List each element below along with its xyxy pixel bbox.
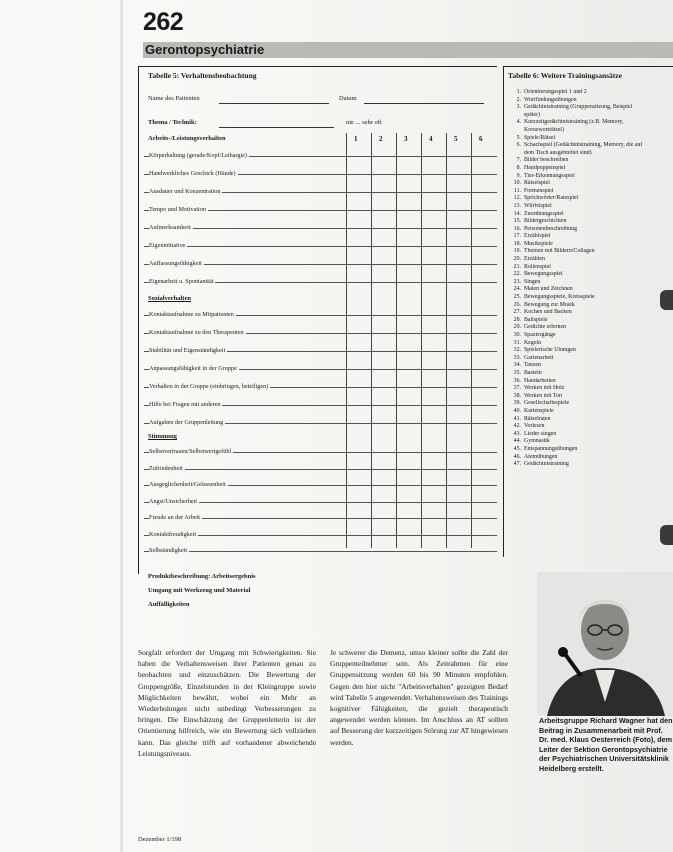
- portrait-photo: [537, 572, 673, 716]
- row-label: Eigeninitiative: [149, 242, 186, 249]
- item-number: 26.: [513, 301, 521, 308]
- rating-row: [144, 223, 497, 235]
- item-text: Erzählen: [524, 256, 545, 263]
- item-number: 28.: [513, 316, 521, 323]
- item-text: später): [524, 111, 541, 118]
- table6-title: Tabelle 6: Weitere Trainingsansätze: [508, 71, 622, 80]
- rating-row: [144, 530, 497, 542]
- rating-row: [144, 480, 497, 492]
- training-item: [508, 241, 673, 249]
- training-item: [508, 317, 673, 325]
- item-number: 30.: [513, 332, 521, 338]
- edge-tab: [660, 290, 673, 310]
- row-label: Kontaktfreudigkeit: [149, 530, 197, 538]
- training-item: [508, 378, 673, 386]
- training-item: [508, 400, 673, 408]
- training-item: [508, 362, 673, 370]
- item-number: 6.: [516, 142, 521, 149]
- notes-label: Auffälligkeiten: [148, 601, 190, 608]
- training-item: [508, 438, 673, 446]
- item-text: Würfelspiel: [524, 202, 552, 209]
- item-text: Singen: [524, 278, 541, 285]
- row-label: Körperhaltung (gerade/Kopf/Lethargie): [149, 152, 247, 159]
- item-text: Orientierungsspiel 1 und 2: [524, 89, 587, 95]
- rating-row: [144, 151, 497, 163]
- training-item: [508, 461, 673, 469]
- item-text: Tier-Erkennungsspiel: [524, 172, 575, 179]
- item-text: Kochen und Backen: [524, 309, 572, 316]
- row-label: Anpassungsfähigkeit in der Gruppe: [149, 365, 237, 372]
- row-label: Freude an der Arbeit: [149, 514, 201, 521]
- name-line: [219, 103, 329, 104]
- row-label: Aufmerksamkeit: [149, 224, 191, 231]
- item-number: 38.: [513, 392, 521, 399]
- item-number: 4.: [516, 119, 521, 126]
- item-text: Rätselspiel: [524, 180, 550, 187]
- item-number: 11.: [513, 187, 521, 194]
- training-item: [508, 286, 673, 294]
- item-text: Spaziergänge: [524, 332, 556, 338]
- item-number: 18.: [513, 240, 521, 247]
- item-text: Zuordnungsspiel: [524, 210, 564, 217]
- row-line: [144, 469, 497, 470]
- training-item: [508, 218, 673, 226]
- item-number: 25.: [513, 294, 521, 301]
- item-number: 14.: [513, 210, 521, 217]
- work-header: Arbeits-/Leistungsverhalten: [148, 135, 226, 142]
- training-item: [508, 408, 673, 416]
- item-number: 3.: [516, 104, 521, 111]
- item-text: Personenbeschreibung: [524, 225, 578, 232]
- item-text: Vorlesen: [524, 423, 545, 430]
- page-footer: Dezember 1/198: [138, 836, 182, 843]
- rating-row: [144, 464, 497, 476]
- row-label: Selbständigkeit: [149, 547, 188, 554]
- item-number: 10.: [513, 180, 521, 187]
- item-number: 39.: [513, 400, 521, 407]
- scale-1: 1: [354, 135, 358, 143]
- training-item: [508, 332, 673, 340]
- rating-label: nie ... sehr oft: [346, 119, 382, 126]
- item-text: Bewegungsspiel: [524, 271, 563, 278]
- item-text: Bewegung zur Musik: [524, 301, 575, 308]
- item-text: Handarbeiten: [524, 377, 556, 384]
- training-item: [508, 431, 673, 439]
- item-number: 34.: [513, 362, 521, 369]
- training-item: [508, 446, 673, 454]
- item-text: Handpuppenspiel: [524, 164, 566, 171]
- item-text: Spielerische Übungen: [524, 347, 576, 354]
- training-item: [508, 226, 673, 234]
- item-number: 16.: [513, 225, 521, 232]
- training-item: [508, 279, 673, 287]
- section-title: Gerontopsychiatrie: [145, 42, 265, 57]
- tools-label: Umgang mit Werkzeug und Material: [148, 587, 251, 594]
- item-text: Gesellschaftsspiele: [524, 400, 570, 407]
- rating-row: [144, 328, 497, 340]
- item-text: Gedächtnistraining: [524, 461, 569, 468]
- training-item: [508, 119, 673, 127]
- training-item: [508, 150, 673, 158]
- training-item: [508, 393, 673, 401]
- training-item: [508, 340, 673, 348]
- rating-row: [144, 382, 497, 394]
- training-item: [508, 256, 673, 264]
- item-text: Bewegungsspiele, Kreisspiele: [524, 294, 595, 301]
- training-item: [508, 211, 673, 219]
- item-number: 41.: [513, 415, 521, 422]
- item-number: 47.: [513, 461, 521, 468]
- training-item: [508, 271, 673, 279]
- item-number: 9.: [516, 172, 521, 179]
- row-label: Stabilität und Eigenständigkeit: [149, 347, 226, 354]
- training-item: [508, 127, 673, 135]
- item-text: Spiele/Rätsel: [524, 134, 556, 141]
- item-text: Entspannungsübungen: [524, 445, 578, 452]
- item-text: Musikspiele: [524, 240, 553, 247]
- training-item: [508, 454, 673, 462]
- item-text: Kegeln: [524, 339, 542, 346]
- rating-row: [144, 364, 497, 376]
- row-label: Zufriedenheit: [149, 464, 183, 472]
- row-label: Verhalten in der Gruppe (einbringen, beteiligen): [149, 383, 269, 390]
- row-label: Handwerkliches Geschick (Hände): [149, 170, 236, 177]
- table-trainingsansaetze: [503, 66, 673, 557]
- row-line: [144, 551, 497, 552]
- training-item: [508, 309, 673, 317]
- item-number: 5.: [516, 134, 521, 141]
- item-text: Werken mit Ton: [524, 392, 562, 399]
- name-label: Name des Patienten: [148, 95, 200, 102]
- item-number: 31.: [513, 339, 521, 346]
- item-number: 13.: [513, 202, 521, 209]
- rating-row: [144, 513, 497, 525]
- item-number: 35.: [513, 369, 521, 376]
- item-number: 2.: [516, 96, 521, 103]
- edge-tab: [660, 525, 673, 545]
- page-number: 262: [143, 8, 184, 36]
- row-label: Kontaktaufnahme zu den Therapeuten: [149, 329, 244, 336]
- item-number: 40.: [513, 407, 521, 414]
- item-text: dem Tisch ausgebreitet sind): [524, 149, 592, 156]
- item-text: Wortfindungsübungen: [524, 96, 577, 103]
- training-item: [508, 89, 673, 97]
- item-number: 15.: [513, 218, 521, 225]
- training-item: [508, 180, 673, 188]
- item-text: Bilder beschreiben: [524, 157, 569, 164]
- row-label: Eigenarbeit u. Spontanität: [149, 278, 214, 285]
- item-number: 32.: [513, 347, 521, 354]
- item-number: 42.: [513, 423, 521, 430]
- row-label: Selbstvertrauen/Selbstwertgefühl: [149, 448, 232, 455]
- row-line: [144, 228, 497, 229]
- item-number: 27.: [513, 309, 521, 316]
- training-item: [508, 385, 673, 393]
- row-line: [144, 246, 497, 247]
- item-text: Gedichte erlernen: [524, 324, 567, 331]
- item-number: 8.: [516, 164, 521, 171]
- rating-row: [144, 169, 497, 181]
- item-number: 45.: [513, 445, 521, 452]
- row-label: Kontaktaufnahme zu Mitpatienten: [149, 311, 234, 318]
- rating-row: [144, 497, 497, 509]
- training-item: [508, 135, 673, 143]
- item-number: 29.: [513, 324, 521, 331]
- item-number: 37.: [513, 385, 521, 392]
- item-text: Werken mit Holz: [524, 385, 565, 392]
- row-label: Aufgaben der Gruppenleitung: [149, 419, 224, 426]
- group-line: [219, 127, 334, 128]
- item-number: 33.: [513, 354, 521, 361]
- table5-title: Tabelle 5: Verhaltensbeobachtung: [148, 71, 257, 80]
- item-number: 43.: [513, 430, 521, 437]
- item-text: Sprichwörter/Ratespiel: [524, 195, 579, 202]
- item-number: 17.: [513, 233, 521, 240]
- training-item: [508, 347, 673, 355]
- training-item: [508, 112, 673, 120]
- item-text: Gartenarbeit: [524, 354, 554, 361]
- item-text: Kurzzeitgedächtnistraining (z.B. Memory,: [524, 119, 624, 126]
- item-number: 44.: [513, 438, 521, 445]
- item-number: 12.: [513, 195, 521, 202]
- mood-header: Stimmung: [148, 433, 177, 440]
- body-column-2: Je schwerer die Demenz, umso kleiner sollte die Zahl der Gruppenteilnehmer sein. Als Zeitrahmen für eine Gruppensitzung werden 60 bis 90 Minuten empfohlen. Gegen den hier nicht "Arbeitsverhalten" gezeigten Bedarf wird Tabelle 5 angewendet. Verhaltensweisen des Trainings kognitiver Fähigkeiten, die gezielt therapeutisch angewendet werden können. Im Anschluss an AT sollten auf Besserung der kurzzeitigen Störung zur AT hingewiesen werden.: [330, 648, 508, 747]
- item-number: 36.: [513, 377, 521, 384]
- item-text: Lieder singen: [524, 430, 557, 437]
- training-item: [508, 416, 673, 424]
- scale-2: 2: [379, 135, 383, 143]
- item-text: Schachspiel (Gedächtnistraining, Memory, die auf: [524, 142, 643, 149]
- table-verhaltensbeobachtung: [138, 66, 497, 608]
- training-item: [508, 188, 673, 196]
- row-label: Ausdauer und Konzentration: [149, 188, 221, 195]
- item-text: Basteln: [524, 369, 542, 376]
- row-label: Hilfe bei Fragen mit anderen: [149, 401, 221, 408]
- item-number: 1.: [516, 89, 521, 95]
- item-number: 22.: [513, 271, 521, 278]
- training-item: [508, 195, 673, 203]
- scale-6: 6: [479, 135, 483, 143]
- item-number: 20.: [513, 256, 521, 263]
- training-item: [508, 97, 673, 105]
- row-label: Ausgeglichenheit/Gelassenheit: [149, 481, 226, 488]
- training-item: [508, 165, 673, 173]
- item-text: Themen mit Bildern/Collagen: [524, 248, 595, 255]
- training-item: [508, 157, 673, 165]
- item-text: Rätselraten: [524, 415, 551, 422]
- item-text: Gymnastik: [524, 438, 550, 445]
- item-text: Gedächtnistraining (Gruppensitzung, Beispiel: [524, 104, 633, 111]
- item-number: 46.: [513, 453, 521, 460]
- photo-caption: Arbeitsgruppe Richard Wagner hat den Beitrag in Zusammenarbeit mit Prof. Dr. med. Klaus Oesterreich (Foto), dem Leiter der Sektion Gerontopsychiatrie der Psychiatrischen Universitätsklinik Heidelberg erstellt.: [539, 716, 673, 773]
- item-number: 23.: [513, 278, 521, 285]
- binding-shadow: [120, 0, 123, 852]
- item-number: 19.: [513, 248, 521, 255]
- item-text: Malen und Zeichnen: [524, 286, 573, 293]
- body-column-1: Sorgfalt erfordert der Umgang mit Schwierigkeiten. Sie haben die Verhaltensweisen ihrer Patienten genau zu beobachten und einzuschätzen. Die Bewertung der Gruppengröße, Einzelstunden in der Kleingruppe sowie Möglichkeiten bewährt, wobei ein Mehr an Wiederholungen nicht unbedingt Verbesserungen zu bringen. Die Einschätzung der Gruppenleiterin ist der Orientierung hilfreich, wie ein Bewertung sich vollziehen kann. Das gleiche trifft auf vorhandener abweichende Leistungsniveaus.: [138, 648, 316, 758]
- training-item: [508, 302, 673, 310]
- rating-row: [144, 259, 497, 271]
- training-item: [508, 142, 673, 150]
- item-text: Atemübungen: [524, 453, 558, 460]
- product-label: Produktbeschreibung: Arbeitsergebnis: [148, 573, 256, 580]
- training-item: [508, 203, 673, 211]
- scale-5: 5: [454, 135, 458, 143]
- training-item: [508, 355, 673, 363]
- item-text: Rollenspiel: [524, 263, 551, 270]
- item-text: Formenspiel: [524, 187, 554, 194]
- training-item: [508, 173, 673, 181]
- date-line: [364, 103, 484, 104]
- training-list: [508, 89, 673, 469]
- row-label: Tempo und Motivation: [149, 206, 206, 213]
- rating-row: [144, 277, 497, 289]
- item-text: Kreuzworträtsel): [524, 126, 564, 133]
- row-label: Angst/Unsicherheit: [149, 497, 198, 505]
- training-item: [508, 233, 673, 241]
- training-item: [508, 423, 673, 431]
- item-text: Kartenspiele: [524, 407, 554, 414]
- date-label: Datum: [339, 95, 357, 102]
- rating-row: [144, 447, 497, 459]
- group-label: Thema / Technik:: [148, 119, 197, 126]
- row-label: Auffassungsfähigkeit: [149, 260, 202, 267]
- item-number: 24.: [513, 286, 521, 293]
- scale-4: 4: [429, 135, 433, 143]
- training-item: [508, 294, 673, 302]
- training-item: [508, 264, 673, 272]
- item-text: Ballspiele: [524, 316, 548, 323]
- item-text: Erzählspiel: [524, 233, 551, 240]
- item-number: 7.: [516, 157, 521, 164]
- rating-row: [144, 205, 497, 217]
- training-item: [508, 104, 673, 112]
- rating-row: [144, 310, 497, 322]
- rating-row: [144, 546, 497, 558]
- rating-row: [144, 187, 497, 199]
- item-text: Bildergeschichten: [524, 218, 567, 225]
- item-text: Tanzen: [524, 362, 541, 369]
- rating-row: [144, 346, 497, 358]
- training-item: [508, 370, 673, 378]
- rating-row: [144, 418, 497, 430]
- item-number: 21.: [513, 263, 521, 270]
- rating-row: [144, 241, 497, 253]
- training-item: [508, 324, 673, 332]
- scale-3: 3: [404, 135, 408, 143]
- social-header: Sozialverhalten: [148, 295, 191, 302]
- rating-row: [144, 400, 497, 412]
- training-item: [508, 248, 673, 256]
